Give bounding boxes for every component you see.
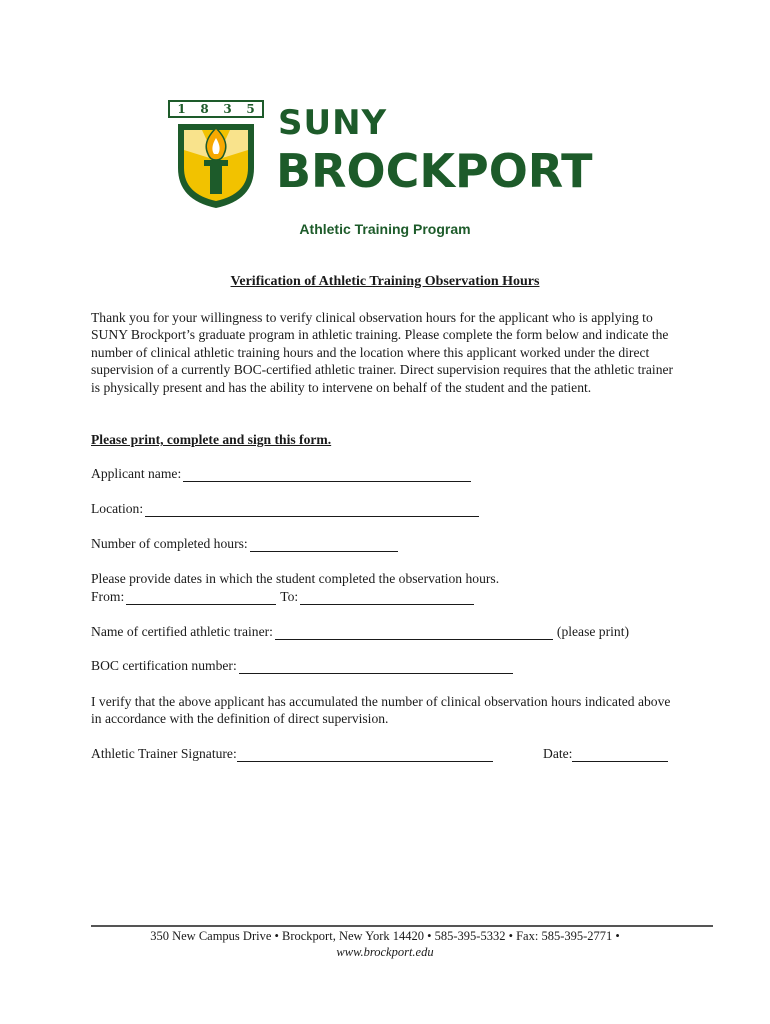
boc-number-field[interactable]: [91, 658, 513, 674]
from-line[interactable]: [126, 591, 276, 605]
verification-statement: I verify that the above applicant has accumulated the number of clinical observation hours indicated above in accordance with the definition of direct supervision.: [91, 694, 671, 727]
signature-line[interactable]: [237, 748, 493, 762]
completed-hours-label: Number of completed hours:: [91, 536, 248, 551]
dates-prompt: [91, 571, 499, 587]
logo-suny-text: SUNY: [278, 103, 388, 143]
boc-number-label: BOC certification number:: [91, 658, 237, 673]
applicant-name-label: Applicant name:: [91, 466, 182, 481]
footer-address: 350 New Campus Drive • Brockport, New York 14420 • 585-395-5332 • Fax: 585-395-2771 •: [150, 929, 620, 943]
logo-year-digit: 5: [246, 102, 255, 116]
location-line[interactable]: [145, 503, 479, 517]
suny-brockport-logo: [166, 98, 598, 210]
boc-number-line[interactable]: [239, 660, 513, 674]
intro-paragraph: Thank you for your willingness to verify clinical observation hours for the applicant who is applying to SUNY Brockport’s graduate program in athletic training. Please complete the form below and indicate the number of clinical athletic training hours and the location where this applicant worked under the direct supervision of a currently BOC-certified athletic trainer. Direct supervision requires that the athletic trainer is physically present and has the ability to intervene on behalf of the student and the patient.: [91, 310, 674, 395]
trainer-name-label: Name of certified athletic trainer:: [91, 624, 273, 639]
from-label: From:: [91, 589, 125, 604]
date-field[interactable]: [543, 746, 668, 762]
completed-hours-field[interactable]: [91, 536, 398, 552]
program-title: Athletic Training Program: [299, 221, 471, 237]
date-label: Date:: [543, 746, 573, 761]
location-field[interactable]: [91, 501, 479, 517]
to-line[interactable]: [300, 591, 474, 605]
applicant-name-line[interactable]: [183, 468, 471, 482]
logo-year-box: [168, 100, 264, 118]
trainer-name-note: (please print): [556, 624, 630, 639]
torch-shield-icon: [172, 120, 260, 210]
completed-hours-line[interactable]: [250, 538, 398, 552]
date-line[interactable]: [572, 748, 668, 762]
footer-website-link[interactable]: www.brockport.edu: [336, 945, 434, 959]
trainer-name-line[interactable]: [275, 626, 553, 640]
location-label: Location:: [91, 501, 144, 516]
applicant-name-field[interactable]: [91, 466, 471, 482]
instruction-text: Please print, complete and sign this form.: [91, 432, 332, 447]
date-range-field[interactable]: [91, 589, 474, 605]
trainer-name-field[interactable]: [91, 624, 629, 640]
footer-divider: [91, 925, 713, 927]
dates-prompt-text: Please provide dates in which the student completed the observation hours.: [91, 571, 500, 586]
signature-label: Athletic Trainer Signature:: [91, 746, 237, 761]
logo-year-digit: 3: [223, 102, 232, 116]
logo-year-digit: 1: [177, 102, 186, 116]
to-label: To:: [280, 589, 299, 604]
logo-year-digit: 8: [200, 102, 209, 116]
document-title: Verification of Athletic Training Observation Hours: [230, 274, 540, 289]
signature-field[interactable]: [91, 746, 493, 762]
logo-brockport-text: BROCKPORT: [276, 144, 593, 198]
